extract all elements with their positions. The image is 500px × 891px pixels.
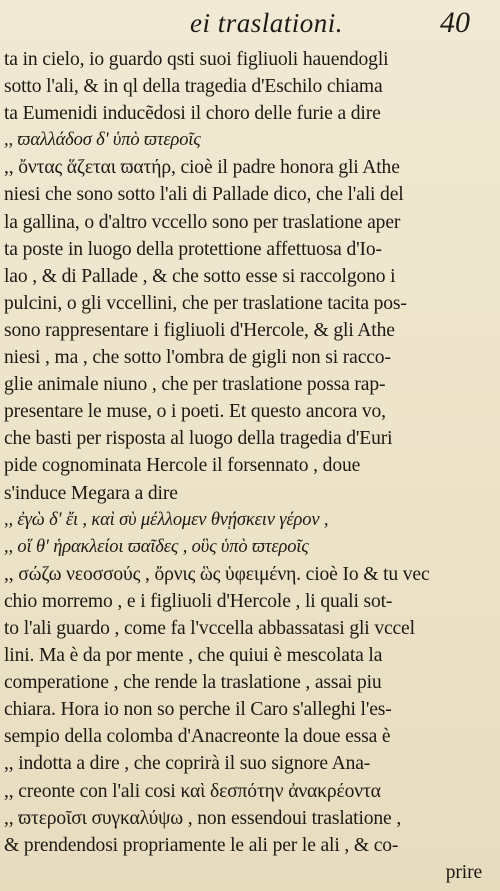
greek-quote-line: ,, ἐγὼ δ' ἔι , καὶ σὺ μέλλομεν θνῄσκειν γέρον ,	[4, 509, 329, 530]
text-line: sempio della colomba d'Anacreonte la doue essa è	[4, 726, 391, 748]
greek-quote-line: ,, οἵ θ' ἡρακλείοι ϖαῖδες , οὓς ὑπὸ ϖτεροῖς	[4, 536, 309, 557]
text-line: ,, ϖτεροῖσι συγκαλύψω , non essendoui traslatione ,	[4, 807, 402, 829]
text-line: chio morremo , e i figliuoli d'Hercole , li quali sot-	[4, 590, 393, 612]
catchword: prire	[445, 861, 482, 883]
text-line: che basti per risposta al luogo della tragedia d'Euri	[4, 428, 393, 450]
text-line: niesi , ma , che sotto l'ombra de gigli non si racco-	[4, 347, 391, 369]
text-line: & prendendosi propriamente le ali per le ali , & co-	[4, 834, 399, 856]
text-line: ta in cielo, io guardo qsti suoi figliuoli hauendogli	[4, 49, 389, 70]
running-head: ei traslationi.	[190, 8, 344, 38]
text-line: ,, σώζω νεοσσούς , ὄρνις ὣς ὑφειμένη. cioè Io & tu vec	[4, 563, 430, 585]
text-line: pulcini, o gli vccellini, che per traslatione tacita pos-	[4, 292, 407, 314]
text-line: lao , & di Pallade , & che sotto esse si raccolgono i	[4, 265, 396, 287]
text-line: sotto l'ali, & in ql della tragedia d'Eschilo chiama	[4, 76, 383, 98]
text-line: lini. Ma è da por mente , che quiui è mescolata la	[4, 645, 383, 667]
text-line: s'induce Megara a dire	[4, 482, 178, 504]
text-line: pide cognominata Hercole il forsennato , doue	[4, 455, 361, 477]
text-line: la gallina, o d'altro vccello sono per traslatione aper	[4, 211, 401, 233]
greek-quote-line: ,, ϖαλλάδοσ δ' ὑπὸ ϖτεροῖς	[4, 130, 201, 151]
text-line: to l'ali guardo , come fa l'vccella abbassatasi gli vccel	[4, 617, 415, 639]
text-line: ,, creonte con l'ali cosi καὶ δεσπότην ἀνακρέοντα	[4, 780, 381, 802]
page-number: 40	[440, 6, 470, 39]
text-line: comperatione , che rende la traslatione , assai piu	[4, 672, 382, 694]
body-text	[4, 46, 500, 886]
page-header	[0, 4, 500, 40]
text-line: sono rappresentare i figliuoli d'Hercole, & gli Athe	[4, 319, 395, 341]
text-line: presentare le muse, o i poeti. Et questo ancora vo,	[4, 401, 386, 423]
text-line: glie animale niuno , che per traslatione possa rap-	[4, 374, 386, 396]
text-line: ,, indotta a dire , che coprirà il suo signore Ana-	[4, 753, 371, 775]
text-line: ta poste in luogo della protettione affettuosa d'Io-	[4, 238, 382, 260]
text-line: niesi che sono sotto l'ali di Pallade dico, che l'ali del	[4, 184, 404, 206]
text-line: ta Eumenidi inducẽdosi il choro delle furie a dire	[4, 103, 381, 125]
text-line: chiara. Hora io non so perche il Caro s'alleghi l'es-	[4, 699, 392, 721]
text-line: ,, ὄντας ἅζεται ϖατήρ, cioè il padre honora gli Athe	[4, 157, 400, 179]
